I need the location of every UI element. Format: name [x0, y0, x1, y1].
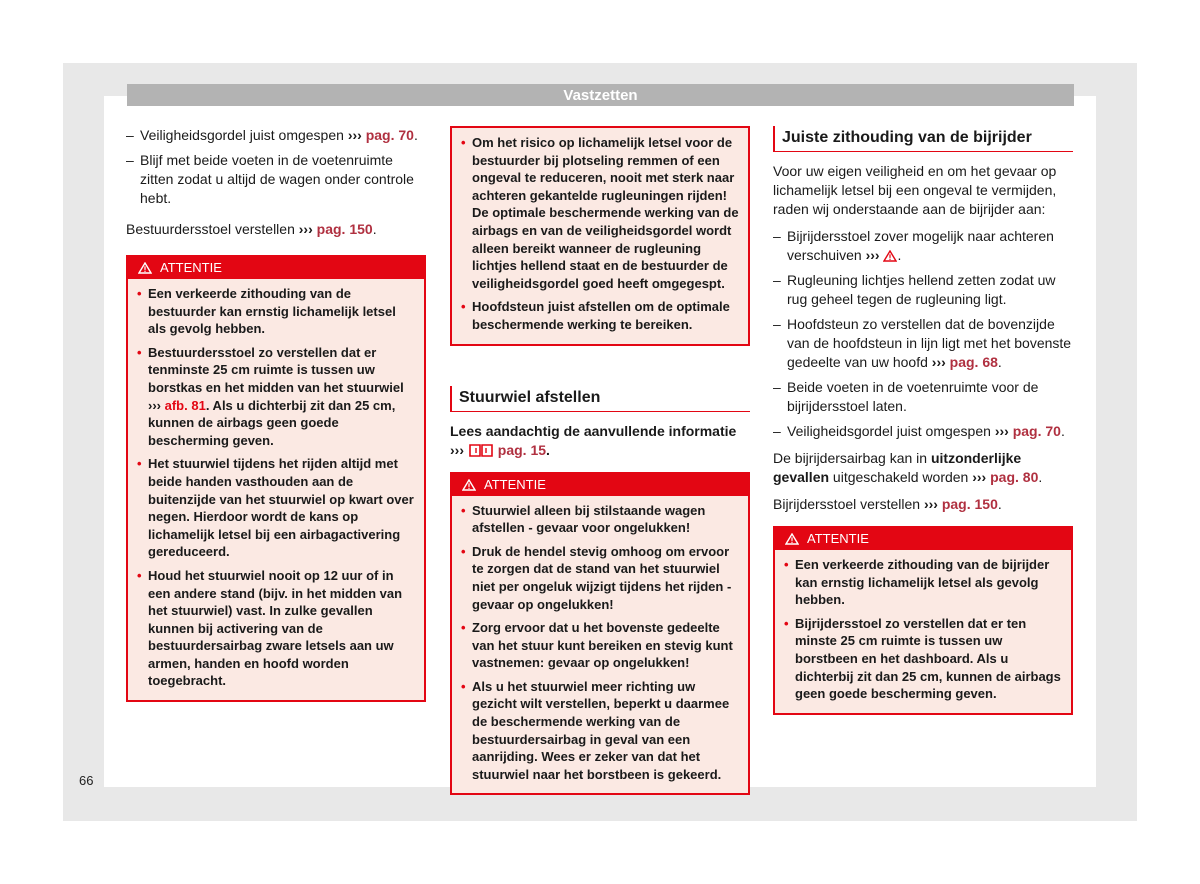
column-1: [126, 126, 426, 702]
page-ref-link[interactable]: pag. 70: [365, 127, 414, 143]
warning-box-continued: [450, 126, 750, 346]
arrows-icon: ›››: [923, 496, 938, 512]
warning-item: [137, 344, 415, 450]
warning-header: [128, 257, 424, 279]
warning-item-text: Druk de hendel stevig omhoog om ervoor te zorgen dat de stand van het stuurwiel niet per ongeluk wijzigt tijdens het rijden - gevaar op ongelukken!: [472, 543, 732, 612]
warning-item-text: Bijrijdersstoel zo verstellen dat er ten minste 25 cm ruimte is tussen uw borstbeen en het dashboard. Als u dichterbij zit dan 25 cm, kunnen de airbags geen goede bescherming geven.: [795, 615, 1061, 702]
airbag-emphasis: uitzonderlijke gevallen: [773, 450, 1022, 485]
intro-paragraph: Voor uw eigen veiligheid en om het gevaar op lichamelijk letsel bij een ongeval te vermijden, raden wij onderstaande aan de bijrijder aan:: [773, 163, 1057, 217]
warning-item: [784, 615, 1062, 703]
warning-box: [450, 472, 750, 796]
bullet-icon: •: [784, 557, 789, 572]
list-item-text: Rugleuning lichtjes hellend zetten zodat uw rug geheel tegen de rugleuning ligt.: [787, 272, 1056, 307]
warning-item: [461, 678, 739, 784]
bullet-icon: •: [461, 543, 466, 559]
list-item: [773, 271, 1073, 309]
warning-item-text: Het stuurwiel tijdens het rijden altijd met beide handen vasthouden aan de buitenzijde van het stuurwiel op kwart over negen. Hierdoor wordt de kans op lichamelijk letsel bij een airbagactivering gereduceerd.: [148, 456, 414, 560]
warning-body: [128, 279, 424, 700]
page-ref-link[interactable]: pag. 150: [941, 496, 998, 512]
arrows-icon: ›››: [972, 469, 987, 485]
arrows-icon: ›››: [148, 397, 161, 413]
warning-triangle-icon: [785, 533, 799, 545]
page-ref-link[interactable]: pag. 80: [990, 469, 1039, 485]
dash-bullet: –: [773, 423, 781, 439]
warning-item: [137, 285, 415, 338]
intro-tail: .: [546, 441, 550, 458]
list-item: [126, 126, 426, 145]
list-item-text: Veiligheidsgordel juist omgespen: [140, 127, 348, 143]
list-item: [773, 422, 1073, 441]
bullet-icon: •: [461, 678, 466, 694]
bullet-icon: •: [137, 286, 142, 301]
warning-triangle-icon: [138, 262, 152, 274]
warning-box: [773, 526, 1073, 715]
bullet-icon: •: [784, 615, 789, 631]
dash-bullet: –: [773, 379, 781, 395]
warning-item: [461, 134, 739, 292]
list-item-tail: .: [897, 247, 902, 263]
list-item: [773, 378, 1073, 416]
intro-paragraph: [450, 422, 750, 460]
warning-body: [452, 128, 748, 344]
adjust-paragraph: [126, 220, 426, 239]
warning-title: ATTENTIE: [160, 260, 222, 275]
arrows-icon: ›››: [298, 221, 313, 237]
page-number: 66: [79, 773, 94, 788]
warning-item-text: Stuurwiel alleen bij stilstaande wagen afstellen - gevaar voor ongelukken!: [472, 502, 706, 536]
warning-item: [461, 502, 739, 537]
page-ref-link[interactable]: pag. 68: [949, 354, 998, 370]
warning-triangle-icon[interactable]: [883, 250, 897, 262]
list-item-tail: .: [997, 354, 1002, 370]
column-2: [450, 126, 750, 795]
list-item-tail: .: [1060, 423, 1065, 439]
page-ref-link[interactable]: pag. 70: [1012, 423, 1061, 439]
warning-item-text: Om het risico op lichamelijk letsel voor de bestuurder bij plotseling remmen of een ongeval te reduceren, nooit met sterk naar achteren gekantelde rugleuningen rijden! De optimale beschermende werking van de airbags en van de veiligheidsgordel wordt alleen bereikt wanneer de rugleuning lichtjes hellend staat en de bestuurder de veiligheidsgordel goed heeft omgegespt.: [472, 135, 739, 291]
bullet-icon: •: [137, 344, 142, 360]
list-item-text: Bijrijdersstoel zover mogelijk naar achteren verschuiven: [787, 228, 1054, 263]
page-ref-link[interactable]: pag. 15: [497, 441, 547, 458]
list-item-text: Veiligheidsgordel juist omgespen: [787, 423, 995, 439]
warning-item: [137, 567, 415, 690]
bullet-icon: •: [137, 567, 142, 583]
list-item-text: Hoofdsteun zo verstellen dat de bovenzijde van de hoofdsteun in lijn ligt met het bovenste gedeelte van uw hoofd: [787, 316, 1072, 370]
list-item-tail: .: [413, 127, 418, 143]
adjust-text: Bijrijdersstoel verstellen: [773, 496, 924, 512]
dash-bullet: –: [126, 152, 134, 168]
arrows-icon: ›››: [865, 247, 880, 263]
arrows-icon: ›››: [994, 423, 1009, 439]
warning-item-text: Bestuurdersstoel zo verstellen dat er tenminste 25 cm ruimte is tussen uw borstkas en het midden van het stuurwiel: [148, 344, 404, 395]
warning-item-text: Een verkeerde zithouding van de bestuurder kan ernstig lichamelijk letsel als gevolg hebben.: [148, 286, 396, 337]
airbag-tail: .: [1038, 469, 1043, 485]
book-icon: [468, 442, 494, 458]
column-3: [773, 126, 1073, 715]
adjust-tail: .: [997, 496, 1002, 512]
warning-item-text: Als u het stuurwiel meer richting uw gezicht wilt verstellen, beperkt u daarmee de beschermende werking van de bestuurdersairbag in geval van een aanrijding. Wees er zeker van dat het stuurwiel naar het borstbeen is gekeerd.: [472, 678, 730, 782]
bullet-icon: •: [137, 456, 142, 472]
page-header: Vastzetten: [127, 84, 1074, 106]
list-item: [126, 151, 426, 208]
warning-box: [126, 255, 426, 702]
list-item-text: Blijf met beide voeten in de voetenruimte zitten zodat u altijd de wagen onder controle hebt.: [140, 152, 414, 206]
adjust-paragraph: [773, 495, 1073, 514]
section-title: Juiste zithouding van de bijrijder: [773, 126, 1073, 152]
list-item: [773, 315, 1073, 372]
warning-item-text: Een verkeerde zithouding van de bijrijder kan ernstig lichamelijk letsel als gevolg hebben.: [795, 557, 1050, 608]
list-item: [773, 227, 1073, 265]
dash-bullet: –: [773, 272, 781, 288]
warning-item-text: Hoofdsteun juist afstellen om de optimale beschermende werking te bereiken.: [472, 299, 730, 332]
section-title: Stuurwiel afstellen: [450, 386, 750, 412]
warning-body: [775, 550, 1071, 713]
arrows-icon: ›››: [450, 441, 464, 458]
adjust-text: Bestuurdersstoel verstellen: [126, 221, 299, 237]
airbag-paragraph: [773, 449, 1073, 487]
warning-title: ATTENTIE: [807, 531, 869, 546]
warning-header: [775, 528, 1071, 550]
warning-item: [461, 298, 739, 333]
arrows-icon: ›››: [931, 354, 946, 370]
warning-item: [784, 556, 1062, 609]
figure-ref-link[interactable]: afb. 81: [164, 397, 206, 413]
list-item-text: Beide voeten in de voetenruimte voor de bijrijdersstoel laten.: [787, 379, 1039, 414]
warning-item: [461, 619, 739, 672]
warning-triangle-icon: [462, 479, 476, 491]
adjust-tail: .: [372, 221, 377, 237]
arrows-icon: ›››: [347, 127, 362, 143]
bullet-icon: •: [461, 299, 466, 315]
warning-header: [452, 474, 748, 496]
warning-title: ATTENTIE: [484, 476, 546, 492]
airbag-text: uitgeschakeld worden: [829, 469, 973, 485]
warning-item-text: Houd het stuurwiel nooit op 12 uur of in een andere stand (bijv. in het midden van het stuurwiel) vast. In zulke gevallen kunnen bij activering van de bestuurdersairbag zware letsels aan uw armen, handen en hoofd worden toegebracht.: [148, 567, 403, 689]
intro-text: Lees aandachtig de aanvullende informatie: [450, 422, 737, 439]
warning-item-text: Zorg ervoor dat u het bovenste gedeelte van het stuur kunt bereiken en stevig kunt vastnemen: gevaar op ongelukken!: [472, 620, 733, 671]
bullet-icon: •: [461, 502, 466, 518]
bullet-icon: •: [461, 620, 466, 636]
dash-bullet: –: [773, 228, 781, 244]
warning-item: [461, 543, 739, 613]
warning-body: [452, 496, 748, 794]
airbag-text: De bijrijdersairbag kan in: [773, 450, 931, 466]
warning-item-tail: . Als u dichterbij zit dan 25 cm, kunnen de airbags geen goede bescherming geven.: [148, 397, 396, 448]
dash-bullet: –: [773, 316, 781, 332]
warning-item: [137, 455, 415, 561]
bullet-icon: •: [461, 135, 466, 150]
page-ref-link[interactable]: pag. 150: [316, 221, 373, 237]
dash-bullet: –: [126, 127, 134, 143]
